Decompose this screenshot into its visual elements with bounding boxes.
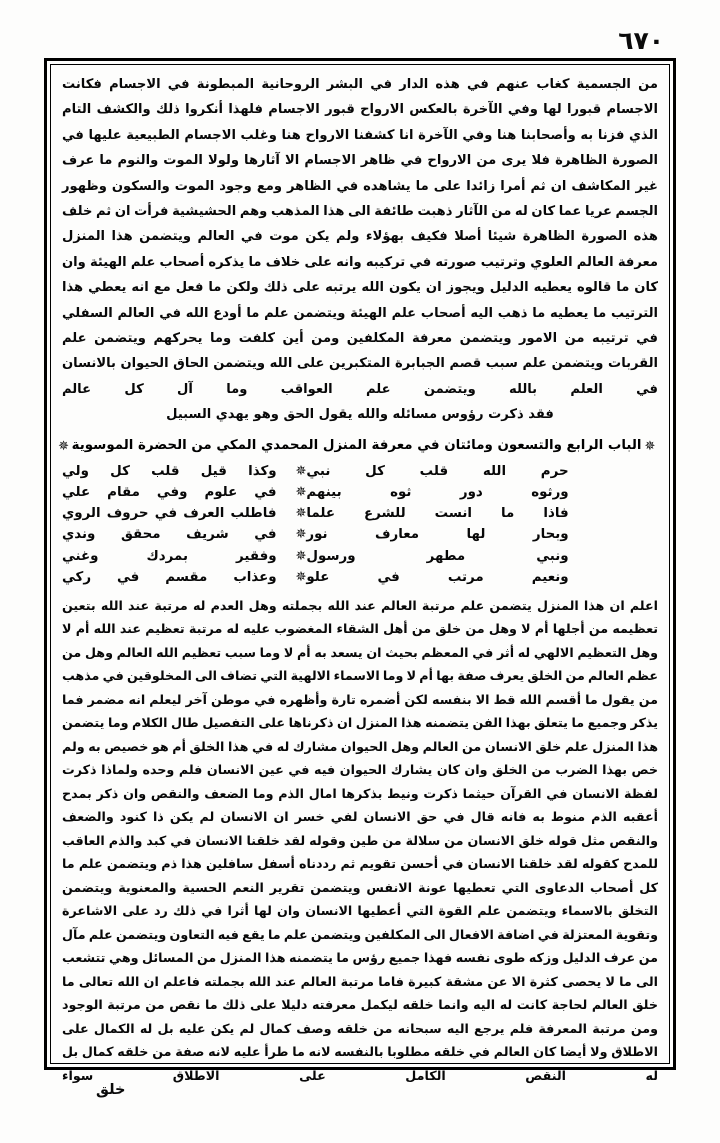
verse-line	[62, 503, 658, 524]
verse-hemistich-first: ورثوه دور ثوه بينهم	[306, 484, 569, 500]
verse-separator-floret-icon: ✵	[295, 548, 307, 564]
verse-separator-floret-icon: ✵	[295, 463, 307, 479]
verse-hemistich-first: حرم الله قلب كل نبي	[306, 463, 569, 479]
verse-hemistich-second: وكذا قيل قلب كل ولي	[62, 463, 277, 479]
verse-separator-floret-icon: ✵	[295, 527, 307, 543]
verse-hemistich-first: ونبي مطهر ورسول	[306, 548, 569, 564]
section-one-closing-line: فقد ذكرت رؤوس مسائله والله يقول الحق وهو يهدي السبيل	[166, 407, 554, 423]
verse-spacer	[569, 482, 658, 503]
verse-line	[62, 524, 658, 545]
verse-spacer	[569, 461, 658, 482]
verse-line	[62, 482, 658, 503]
verse-spacer	[569, 524, 658, 545]
section-one-paragraph: من الجسمية كغاب عنهم في هذه الدار في البشر الروحانية المبطونة في الاجسام فكانت الاجسام قبورا لها وفي الآخرة بالعكس الارواح قبور الاجسام فلهذا أنكروا ذلك والكشف التام الذي فزنا به وأصحابنا هنا وفي الآخرة انا كشفنا الارواح هنا وغلب الاجسام الطبيعية عليها في الصورة الظاهرة فلا يرى من الارواح في ظاهر الاجسام الا آثارها ولولا الموت والنوم ما عرف غير المكاشف ان ثم أمرا زائدا على ما يشاهده في الظاهر ومع وجود الموت والسكون وظهور الجسم عريا عما كان له من الآثار ذهبت طائفة الى هذا المذهب وهم الحشيشية فرأت ان ثم خلف هذه الصورة الظاهرة شيئا أصلا فكيف بهؤلاء ولم يكن موت في العالم ويتضمن هذا المنزل معرفة العالم العلوي وترتيب صورته في تركيبه وانه على خلاف ما يذكره أصحاب علم الهيئة وان كان ما قالوه يعطيه الدليل ويجوز ان يكون الله يرتبه على ذلك ولكن ما فعل مع انه يعطي هذا الترتيب ما يعطيه ما ذهب اليه أصحاب علم الهيئة ويتضمن علم ما أودع الله في العالم السفلي في ترتيبه من الامور ويتضمن معرفة المكلفين ومن أين كلفت وما يحركهم ويتضمن علم القربات ويتضمن علم سبب قصم الجبابرة المتكبرين على الله ويتضمن الحاق الحيوان بالانسان في العلم بالله ويتضمن علم العواقب وما آل كل عالم	[62, 77, 658, 397]
verse-hemistich-first: فاذا ما انست للشرع علما	[306, 506, 569, 522]
verse-hemistich-second: في علوم وفي مقام علي	[62, 484, 277, 500]
verse-separator-floret-icon: ✵	[295, 569, 307, 585]
verse-hemistich-second: وعذاب مقسم في ركي	[62, 569, 277, 585]
verse-line	[62, 461, 658, 482]
floret-icon-right: ✵	[644, 438, 655, 454]
verse-hemistich-second: فاطلب العرف في حروف الروي	[62, 506, 277, 522]
verse-hemistich-first: ونعيم مرتب في علو	[306, 569, 569, 585]
verse-separator-floret-icon: ✵	[295, 506, 307, 522]
verse-hemistich-first: وبحار لها معارف نور	[306, 527, 569, 543]
chapter-heading-text: الباب الرابع والتسعون ومائتان في معرفة المنزل المحمدي المكي من الحضرة الموسوية	[71, 437, 642, 453]
verse-block	[62, 461, 658, 588]
section-two-paragraph: اعلم ان هذا المنزل يتضمن علم مرتبة العالم عند الله بجملته وهل العدم له مرتبة عند الله بتعين تعظيمه من أجلها أم لا وهل من خلق من أهل الشقاء المغضوب عليه له مرتبة تعظيم عند الله أم لا وهل التعظيم الالهي له أثر في المعظم بحيث ان يسعد به أم لا وما سبب تعظيم الله العالم وهل من عظم العالم من الخلق يعرف صفة بها أم لا وما الاسماء الالهية التي تضاف الى المخلوقين في مذهب من يقول ما أقسم الله قط الا بنفسه لكن أضمره تارة وأظهره في موطن آخر ليعلم انه مضمر فما يذكر وجميع ما يتعلق بهذا الفن يتضمنه هذا المنزل ان ذكرناها على التفصيل طال الكلام وما يتضمن هذا المنزل علم خلق الانسان من العالم وهل الحيوان مشارك له في هذا الخلق أم هو خصيص به ولم خص بهذا الضرب من الخلق وان كان يشارك الحيوان فيه في عين الانسان فلم وحده ولماذا ذكرت لفظة الانسان في القرآن حيثما ذكرت ونيط بذكرها امال الذم وما الضعف والنقص وان ذكر بمدح أعقبه الذم منوط به فانه قال في حق الانسان لفي خسر ان الانسان لم يكن ذا كنود والضعف والنقص مثل قوله خلق الانسان من سلالة من طين وقوله لقد خلقنا الانسان في كبد والذم العاقب للمدح كقوله لقد خلقنا الانسان في أحسن تقويم ثم رددناه أسفل سافلين هذا ذم ويتضمن علم ما كل أصحاب الدعاوى التي تعطيها عونة الانفس ويتضمن تقرير النعم الحسية والمعنوية ويتضمن التخلق بالاسماء ويتضمن علم القوة التي أعطيها الانسان وان لها أثرا في ذلك رد على الاشاعرة وتقوية المعتزلة في اضافة الافعال الى المكلفين ويتضمن علم ما يقع فيه التعاون ويتضمن علم مآل من عرف الدليل وزكه طوى نفسه فهذا جميع رؤس ما يتضمنه هذا المنزل من المسائل وهي تتشعب الى ما لا يحصى كثرة الا عن مشقة كبيرة فاما مرتبة العالم عند الله بجملته فاعلم ان الله تعالى ما خلق العالم لحاجة كانت له اليه وانما خلقه ليكمل معرفته دليلا على ذلك ما نقص من مرتبة الوجود ومن مرتبة المعرفة فلم يرجع اليه سبحانه من خلقه وصف كمال لم يكن عليه بل له الكمال على الاطلاق ولا أيضا كان العالم في خلقه مطلوبا بالنفسه لانه ما طرأ عليه لانه صفة من خلقه كمال بل له النقص الكامل على الاطلاق سواء	[62, 597, 658, 1083]
text-body	[52, 66, 668, 1083]
verse-spacer	[569, 567, 658, 588]
chapter-heading	[58, 435, 658, 457]
page-number: ٦٧٠	[618, 26, 664, 55]
verse-hemistich-second: في شريف محقق وندي	[62, 527, 277, 543]
verse-rows	[62, 461, 658, 588]
verse-line	[62, 567, 658, 588]
catchword: خلق	[96, 1082, 126, 1098]
verse-hemistich-second: وفقير بمردك وغني	[62, 548, 277, 564]
verse-separator-floret-icon: ✵	[295, 484, 307, 500]
verse-spacer	[569, 546, 658, 567]
floret-icon-left: ✵	[58, 438, 69, 454]
verse-spacer	[569, 503, 658, 524]
verse-line	[62, 546, 658, 567]
